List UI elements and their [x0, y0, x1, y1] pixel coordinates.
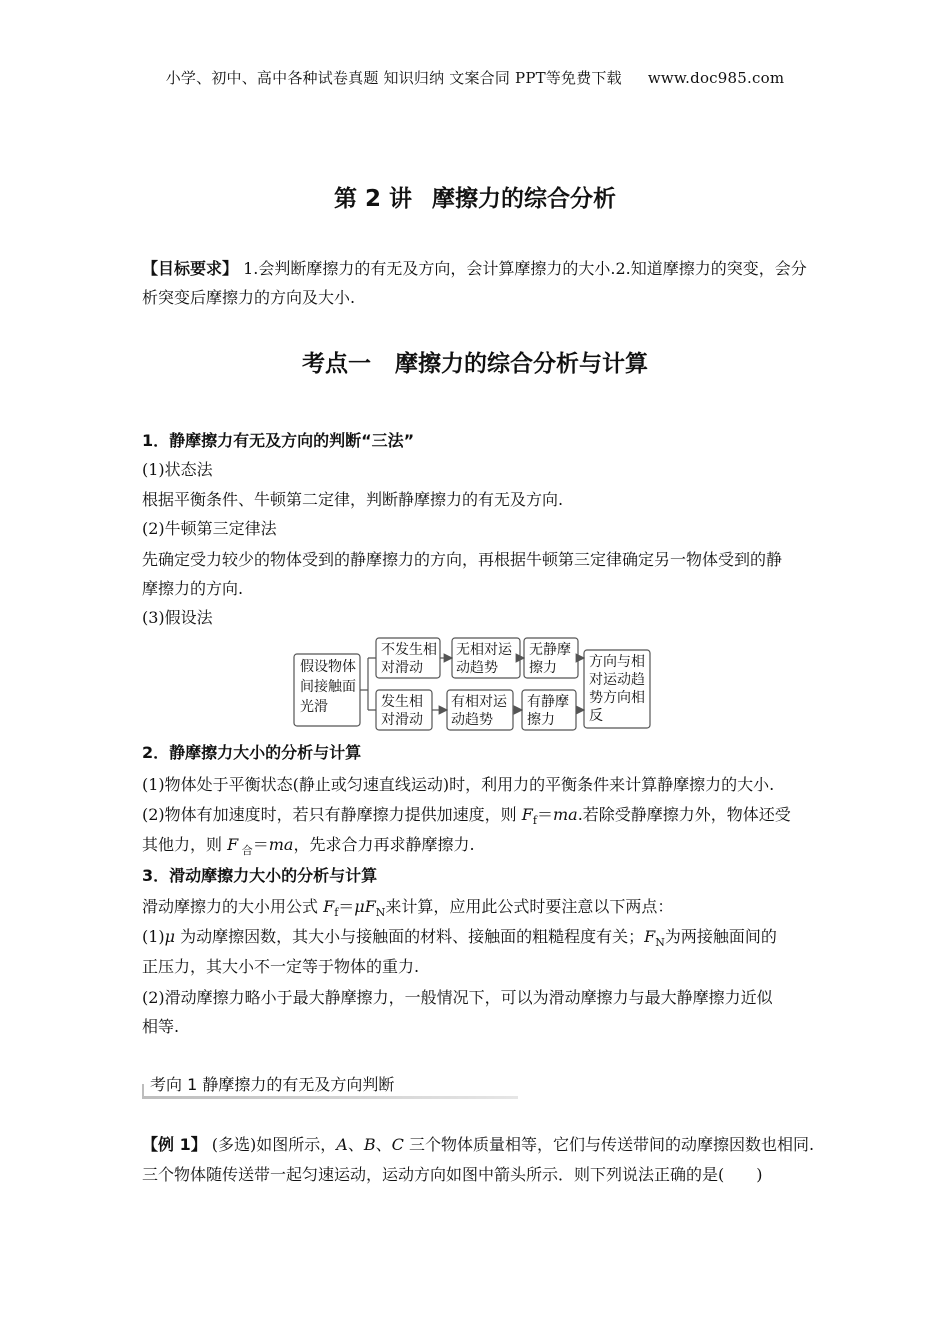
s3-p2-line2: 相等. — [142, 1017, 180, 1036]
symbol-B: B — [363, 1135, 376, 1154]
s3-p1-text-c: 为两接触面间的 — [664, 927, 777, 946]
goal-paragraph — [142, 254, 814, 312]
equals: ＝ — [252, 835, 269, 854]
s1-method2-text-1: 先确定受力较少的物体受到的静摩擦力的方向，再根据牛顿第三定律确定另一物体受到的静 — [142, 550, 783, 569]
symbol-F: F — [644, 927, 656, 946]
s2-p2-text-b: .若除受静摩擦力外，物体还受 — [577, 805, 791, 824]
s2-p2-line2 — [142, 830, 814, 859]
s3-heading: 3．滑动摩擦力大小的分析与计算 — [142, 866, 378, 885]
title-topic: 摩擦力的综合分析 — [432, 186, 617, 212]
s3-intro — [142, 892, 814, 921]
symbol-he-sub: 合 — [238, 844, 253, 858]
kaoxiang-label: 考向 1 静摩擦力的有无及方向判断 — [150, 1075, 395, 1094]
symbol-F: F — [323, 897, 335, 916]
section-number: 考点一 — [302, 351, 371, 377]
equals: ＝ — [338, 897, 355, 916]
assumption-flowchart — [290, 634, 660, 734]
flowchart-svg — [290, 634, 660, 734]
s1-method2-text-2: 摩擦力的方向. — [142, 579, 244, 598]
separator: 、 — [347, 1135, 364, 1154]
separator: 、 — [375, 1135, 392, 1154]
s1-method3-title: (3)假设法 — [142, 608, 213, 627]
s2-p2-line1 — [142, 800, 814, 829]
section-heading — [0, 345, 950, 378]
flow-start-2: 间接触面 — [300, 679, 356, 695]
flow-top-3a: 无静摩 — [529, 642, 571, 658]
page-header — [0, 67, 950, 88]
symbol-F: F — [227, 835, 239, 854]
flow-top-3b: 擦力 — [529, 660, 557, 676]
flow-end-3: 势方向相 — [589, 690, 645, 706]
symbol-ma: ma — [552, 805, 578, 824]
banner-underline — [142, 1096, 518, 1099]
s2-heading: 2．静摩擦力大小的分析与计算 — [142, 743, 362, 762]
kaoxiang-banner — [142, 1068, 518, 1102]
goal-tag: 【目标要求】 — [142, 259, 239, 278]
s3-intro-text-b: 来计算，应用此公式时要注意以下两点： — [385, 897, 674, 916]
example-line1 — [142, 1130, 814, 1159]
header-url[interactable]: www.doc985.com — [647, 69, 785, 87]
s1-method1-title: (1)状态法 — [142, 460, 213, 479]
flow-bottom-2a: 有相对运 — [451, 694, 507, 710]
flow-bottom-2b: 动趋势 — [451, 712, 493, 728]
flow-end-2: 对运动趋 — [589, 672, 645, 688]
flow-bottom-3a: 有静摩 — [527, 694, 569, 710]
symbol-f-sub: f — [334, 906, 339, 920]
flow-top-1b: 对滑动 — [381, 660, 423, 676]
header-text: 小学、初中、高中各种试卷真题 知识归纳 文案合同 PPT等免费下载 — [165, 69, 622, 87]
equals: ＝ — [536, 805, 553, 824]
s1-heading: 1．静摩擦力有无及方向的判断“三法” — [142, 431, 415, 450]
flow-end-1: 方向与相 — [589, 654, 645, 670]
s3-intro-text-a: 滑动摩擦力的大小用公式 — [142, 897, 324, 916]
symbol-ma: ma — [268, 835, 294, 854]
s2-p1: (1)物体处于平衡状态(静止或匀速直线运动)时，利用力的平衡条件来计算静摩擦力的大小. — [142, 775, 775, 794]
example-text-b: 三个物体质量相等，它们与传送带间的动摩擦因数也相同. — [403, 1135, 815, 1154]
s3-p1-line1 — [142, 922, 814, 951]
section-title: 摩擦力的综合分析与计算 — [395, 351, 648, 377]
s3-p2-line1: (2)滑动摩擦力略小于最大静摩擦力，一般情况下，可以为滑动摩擦力与最大静摩擦力近似 — [142, 988, 773, 1007]
flow-top-2a: 无相对运 — [456, 642, 512, 658]
flow-top-1a: 不发生相 — [381, 642, 437, 658]
flow-top-2b: 动趋势 — [456, 660, 498, 676]
goal-text: 1.会判断摩擦力的有无及方向，会计算摩擦力的大小.2.知道摩擦力的突变，会分析突变后摩擦力的方向及大小. — [142, 259, 807, 307]
flow-bottom-3b: 擦力 — [527, 712, 555, 728]
s3-p1-line2: 正压力，其大小不一定等于物体的重力. — [142, 957, 420, 976]
symbol-n-sub: N — [375, 906, 386, 920]
s2-p2-l2-text-a: 其他力，则 — [142, 835, 228, 854]
s1-method2-title: (2)牛顿第三定律法 — [142, 519, 277, 538]
s3-p1-text-a: (1) — [142, 927, 165, 946]
example-line2: 三个物体随传送带一起匀速运动，运动方向如图中箭头所示．则下列说法正确的是( ) — [142, 1165, 763, 1184]
symbol-n-sub: N — [655, 936, 665, 950]
s2-p2-text-a: (2)物体有加速度时，若只有静摩擦力提供加速度，则 — [142, 805, 522, 824]
symbol-mu: μ — [164, 927, 176, 946]
title-lecture: 第 2 讲 — [333, 186, 413, 212]
flow-bottom-1b: 对滑动 — [381, 712, 423, 728]
example-text-a: (多选)如图所示， — [206, 1135, 337, 1154]
symbol-C: C — [391, 1135, 404, 1154]
flow-bottom-1a: 发生相 — [381, 694, 423, 710]
s3-p1-text-b: 为动摩擦因数，其大小与接触面的材料、接触面的粗糙程度有关； — [175, 927, 645, 946]
page-title — [0, 180, 950, 213]
symbol-A: A — [336, 1135, 348, 1154]
flow-start-1: 假设物体 — [300, 659, 356, 675]
s1-method1-text: 根据平衡条件、牛顿第二定律，判断静摩擦力的有无及方向. — [142, 490, 564, 509]
symbol-F: F — [521, 805, 533, 824]
flow-start-3: 光滑 — [300, 699, 328, 715]
symbol-muF: μF — [354, 897, 376, 916]
symbol-f-sub: f — [532, 814, 537, 828]
flow-end-4: 反 — [589, 708, 603, 724]
example-tag: 【例 1】 — [142, 1135, 207, 1154]
s2-p2-l2-text-c: ，先求合力再求静摩擦力. — [293, 835, 475, 854]
